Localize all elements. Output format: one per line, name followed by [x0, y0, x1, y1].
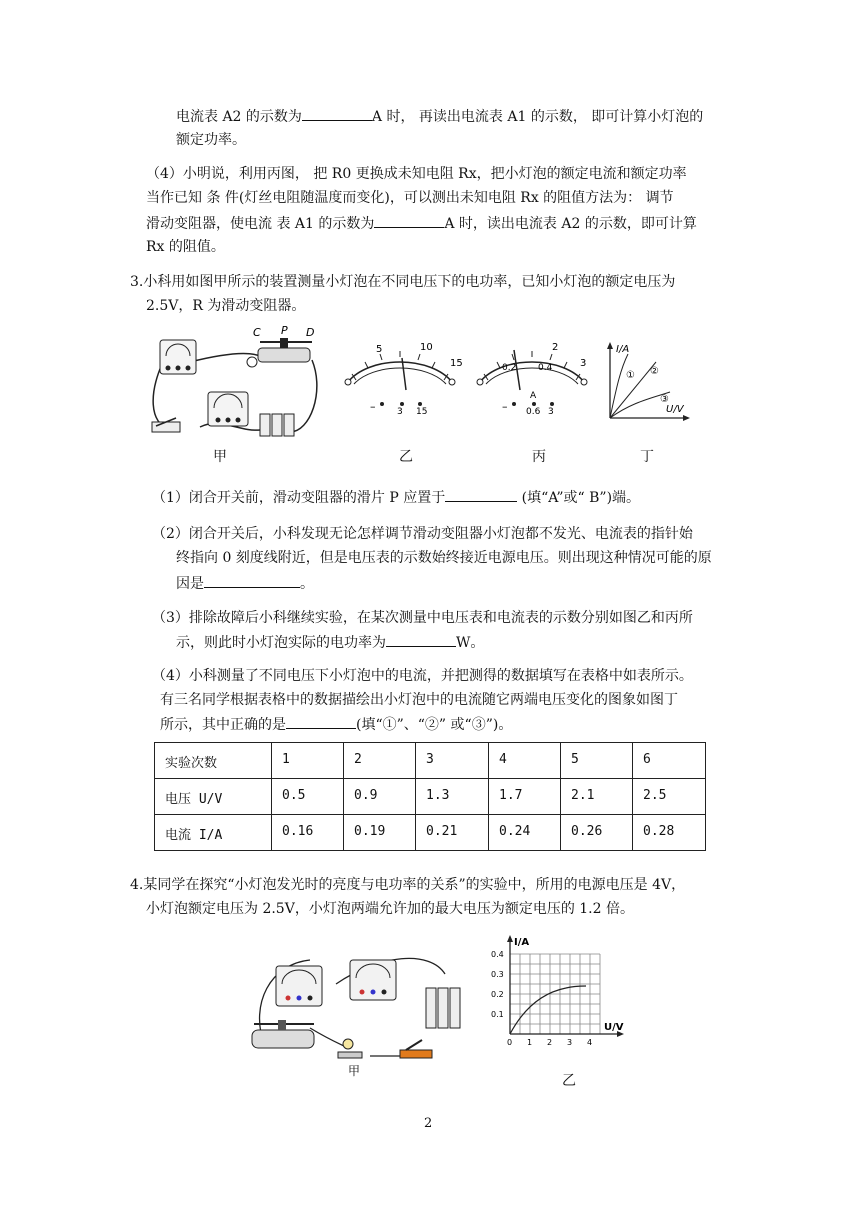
dial-tick-label: 3	[580, 358, 587, 369]
tick-label: 1	[527, 1038, 533, 1047]
q3-sub3-line2: 示，则此时小灯泡实际的电功率为 W。	[176, 632, 484, 653]
q3-sub2-line3: 因是 。	[176, 573, 314, 594]
q3-sub4-line2: 有三名同学根据表格中的数据描绘出小灯泡中的电流随它两端电压变化的图象如图丁	[160, 692, 678, 708]
q3-sub1: （1）闭合开关前，滑动变阻器的滑片 P 应置于 (填“A”或“ B”)端。	[152, 487, 640, 508]
axis-label-y: I/A	[514, 937, 530, 948]
table-cell: 5	[561, 743, 633, 779]
tick-label: 4	[587, 1038, 593, 1047]
tick-label: 0.2	[491, 990, 504, 999]
answer-blank[interactable]	[204, 573, 300, 588]
switch-icon	[400, 1050, 432, 1058]
table-cell: 0.16	[272, 815, 344, 851]
svg-text:③: ③	[660, 394, 669, 405]
q4-line1: 4.某同学在探究“小灯泡发光时的亮度与电功率的关系”的实验中，所用的电源电压是 4V，	[130, 877, 686, 893]
iu-curve	[510, 986, 586, 1034]
dial-tick-label: 2	[552, 342, 559, 353]
table-row	[155, 743, 706, 779]
table-cell: 2.5	[633, 779, 706, 815]
circuit-figure-q4-jia	[240, 944, 470, 1074]
rheostat-icon	[258, 348, 310, 362]
p2-line3: 滑动变阻器，使电流 表 A1 的示数为 A 时，读出电流表 A2 的示数，即可计算	[146, 213, 697, 234]
answer-blank[interactable]	[286, 714, 356, 729]
terminal-label: 15	[416, 407, 428, 417]
fig-label-q4-jia: 甲	[348, 1064, 361, 1078]
table-cell: 电流 I/A	[155, 815, 272, 851]
answer-blank[interactable]	[445, 487, 517, 502]
iu-graph-ding	[598, 340, 698, 430]
iu-grid-graph-q4	[486, 934, 626, 1064]
tick-label: 3	[567, 1038, 573, 1047]
answer-blank[interactable]	[374, 213, 444, 228]
battery-icon	[260, 414, 270, 436]
dial-tick-label: 5	[376, 344, 383, 355]
tick-label: 0.4	[491, 950, 504, 959]
ammeter-label: A	[530, 391, 537, 401]
ammeter-dial-bing	[472, 340, 592, 425]
table-cell: 2	[344, 743, 416, 779]
q4-line2: 小灯泡额定电压为 2.5V，小灯泡两端允许加的最大电压为额定电压的 1.2 倍。	[146, 901, 634, 917]
table-cell: 6	[633, 743, 706, 779]
q3-sub4-line3: 所示，其中正确的是 (填“①”、“②” 或“③”)。	[160, 714, 512, 735]
data-table	[154, 742, 706, 851]
answer-blank[interactable]	[386, 632, 456, 647]
table-cell: 1.7	[489, 779, 561, 815]
page-number: 2	[424, 1116, 433, 1131]
rheostat-label-p: P	[281, 324, 288, 337]
table-cell: 3	[416, 743, 489, 779]
tick-label: 0.1	[491, 1010, 504, 1019]
voltmeter-dial-yi	[340, 340, 463, 425]
fig-label-ding: 丁	[640, 449, 654, 465]
bulb-icon	[247, 357, 257, 367]
p2-line4: Rx 的阻值。	[146, 239, 225, 255]
terminal-label: 3	[397, 407, 403, 417]
table-cell: 0.28	[633, 815, 706, 851]
terminal-label: 0.6	[526, 407, 541, 417]
axis-label-y: I/A	[616, 344, 630, 355]
fig-label-bing: 丙	[532, 449, 546, 465]
dial-tick-label: 15	[450, 358, 463, 369]
table-cell: 1	[272, 743, 344, 779]
q3-sub2-line2: 终指向 0 刻度线附近，但是电压表的示数始终接近电源电压。则出现这种情况可能的原	[176, 550, 712, 566]
q3-sub3-line1: （3）排除故障后小科继续实验，在某次测量中电压表和电流表的示数分别如图乙和丙所	[152, 610, 693, 626]
axis-label-x: U/V	[604, 1022, 624, 1033]
p2-line2: 当作已知 条 件(灯丝电阻随温度而变化)，可以测出未知电阻 Rx 的阻值方法为： 调节	[146, 190, 674, 206]
q3-line1: 3.小科用如图甲所示的装置测量小灯泡在不同电压下的电功率，已知小灯泡的额定电压为	[130, 274, 676, 290]
rheostat-label-d: D	[306, 326, 315, 339]
table-row	[155, 779, 706, 815]
fig-label-q4-yi: 乙	[562, 1073, 576, 1089]
circuit-figure-jia	[140, 322, 330, 462]
svg-text:①: ①	[626, 370, 635, 381]
tick-label: 2	[547, 1038, 553, 1047]
table-cell: 实验次数	[155, 743, 272, 779]
table-cell: 2.1	[561, 779, 633, 815]
dial-tick-label: 0.2	[502, 363, 517, 373]
table-row	[155, 815, 706, 851]
switch-icon	[152, 422, 180, 432]
p2-line1: （4）小明说，利用丙图， 把 R0 更换成未知电阻 Rx，把小灯泡的额定电流和额定功率	[146, 166, 687, 182]
p1-line2: 额定功率。	[176, 132, 246, 148]
table-cell: 0.5	[272, 779, 344, 815]
table-cell: 0.19	[344, 815, 416, 851]
q3-line2: 2.5V，R 为滑动变阻器。	[146, 298, 306, 314]
rheostat-icon	[252, 1030, 314, 1048]
table-cell: 1.3	[416, 779, 489, 815]
table-cell: 0.9	[344, 779, 416, 815]
fig-label-yi: 乙	[399, 449, 413, 465]
terminal-minus: –	[370, 400, 376, 413]
svg-text:②: ②	[650, 366, 659, 377]
table-cell: 0.21	[416, 815, 489, 851]
fig-label-jia: 甲	[213, 449, 227, 465]
answer-blank[interactable]	[302, 106, 372, 121]
q3-sub2-line1: （2）闭合开关后，小科发现无论怎样调节滑动变阻器小灯泡都不发光、电流表的指针始	[152, 526, 693, 542]
axis-label-x: U/V	[666, 404, 684, 415]
table-cell: 0.24	[489, 815, 561, 851]
table-cell: 4	[489, 743, 561, 779]
p1-line1: 电流表 A2 的示数为 A 时， 再读出电流表 A1 的示数， 即可计算小灯泡的	[176, 106, 703, 127]
table-cell: 电压 U/V	[155, 779, 272, 815]
tick-label: 0	[507, 1038, 513, 1047]
terminal-minus: –	[502, 400, 508, 413]
tick-label: 0.3	[491, 970, 504, 979]
q3-sub4-line1: （4）小科测量了不同电压下小灯泡中的电流，并把测得的数据填写在表格中如表所示。	[152, 668, 693, 684]
bulb-icon	[343, 1039, 353, 1049]
dial-tick-label: 0.4	[538, 363, 553, 373]
terminal-label: 3	[548, 407, 554, 417]
dial-tick-label: 10	[420, 342, 433, 353]
rheostat-label-c: C	[253, 326, 261, 339]
table-cell: 0.26	[561, 815, 633, 851]
battery-icon	[426, 988, 436, 1028]
